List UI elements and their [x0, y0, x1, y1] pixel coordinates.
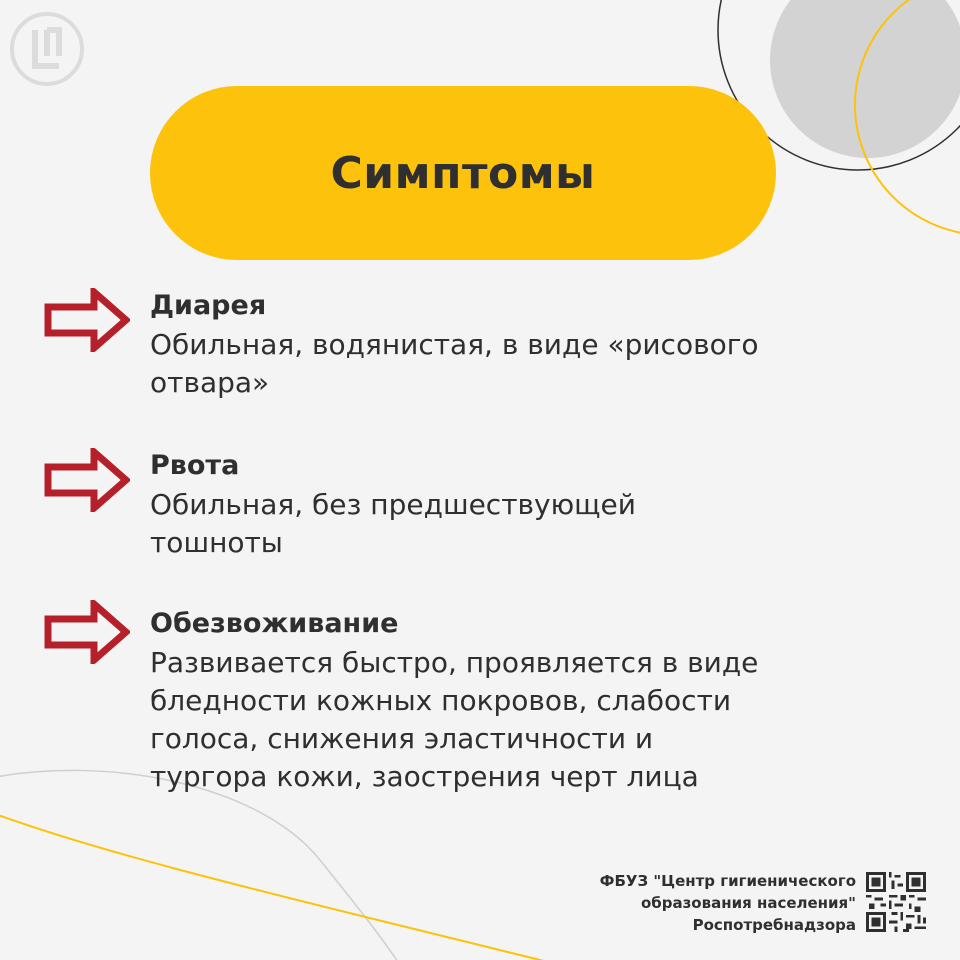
qr-code-icon[interactable] — [866, 872, 926, 932]
org-logo-icon — [8, 10, 86, 88]
footer-line: Роспотребнадзора — [692, 916, 856, 934]
gray-curve — [0, 770, 400, 960]
footer-organization — [496, 870, 856, 936]
symptom-text-line: Развивается быстро, проявляется в виде — [150, 646, 759, 679]
arrow-right-icon — [44, 288, 130, 352]
symptom-title: Диарея — [150, 290, 267, 321]
arrow-right-icon — [44, 448, 130, 512]
symptom-title: Обезвоживание — [150, 608, 399, 639]
symptom-item-dehydration — [150, 604, 850, 796]
footer-line: ФБУЗ "Центр гигиенического — [599, 872, 856, 890]
symptom-item-vomiting — [150, 446, 850, 562]
page-title: Симптомы — [330, 147, 596, 199]
footer-line: образования населения" — [640, 894, 856, 912]
symptom-text-line: тургора кожи, заострения черт лица — [150, 760, 699, 793]
symptom-text-line: бледности кожных покровов, слабости — [150, 684, 732, 717]
yellow-curve — [0, 812, 560, 960]
symptom-text-line: отвара» — [150, 366, 270, 399]
title-pill — [150, 86, 776, 260]
symptom-text-line: Обильная, без предшествующей — [150, 488, 636, 521]
symptom-text-line: тошноты — [150, 526, 283, 559]
symptom-text-line: Обильная, водянистая, в виде «рисового — [150, 328, 759, 361]
gray-circle — [770, 0, 960, 158]
symptom-title: Рвота — [150, 450, 240, 481]
symptom-item-diarrhea — [150, 286, 850, 402]
arrow-right-icon — [44, 600, 130, 664]
symptom-text-line: голоса, снижения эластичности и — [150, 722, 654, 755]
